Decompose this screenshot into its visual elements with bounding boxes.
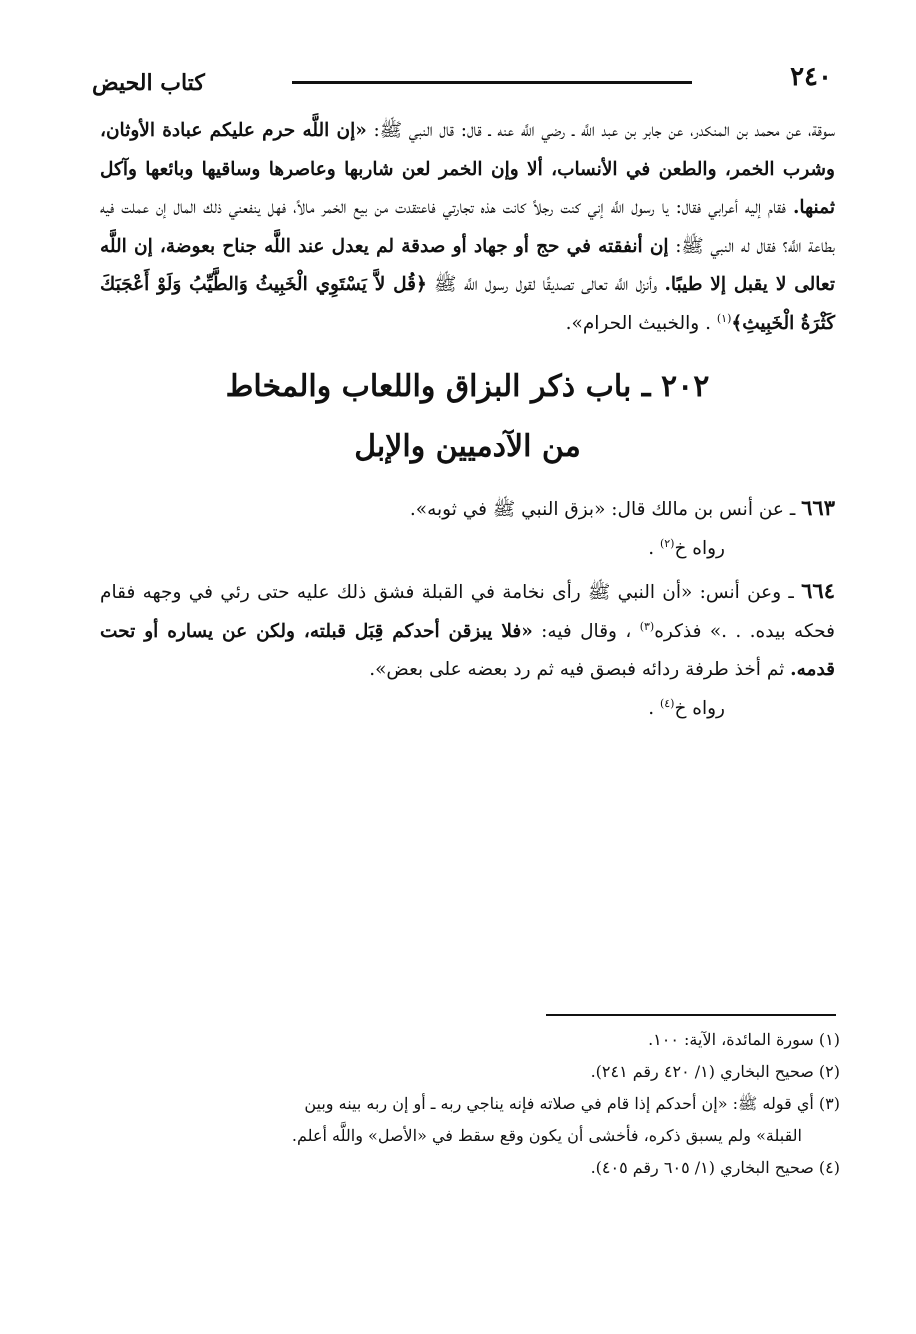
page-header <box>92 52 832 98</box>
hadith-source: رواه خ$^{(٤)}$ . <box>648 696 725 719</box>
hadith-number: ٦٦٤ <box>801 578 835 603</box>
footnote-4: (٤) صحيح البخاري (١/ ٦٠٥ رقم ٤٠٥). <box>590 1158 840 1177</box>
hadith-664: ٦٦٤ ـ وعن أنس: «أن النبي ﷺ رأى نخامة في القبلة فشق ذلك عليه حتى رئي في وجهه فقام فحكه بيده. . .» فذكره$^{(٣)}$ ، وقال فيه: «فلا يبزقن أحدكم قِبَل قبلته، ولكن عن يساره أو تحت قدمه. ثم أخذ طرفة ردائه فبصق فيه ثم رد بعضه على بعض». رواه خ$^{(٤)}$ . <box>100 572 835 728</box>
footnote-3: (٣) أي قوله ﷺ: «إن أحدكم إذا قام في صلاته فإنه يناجي ربه ـ أو إن ربه بينه وبين <box>304 1094 840 1113</box>
chapter-title <box>100 357 835 477</box>
footnote-3-continued: القبلة» ولم يسبق ذكره، فأخشى أن يكون وقع سقط في «الأصل» واللَّه أعلم. <box>291 1126 802 1145</box>
footnote-ref-4[interactable]: (٤) <box>659 696 675 710</box>
hadith-continuation-paragraph: سوقة، عن محمد بن المنكدر، عن جابر بن عبد اللَّه ـ رضي اللَّه عنه ـ قال: قال النبي ﷺ: «إن اللَّه حرم عليكم عبادة الأوثان، وشرب الخمر، والطعن في الأنساب، ألا وإن الخمر لعن شاربها وعاصرها وساقيها وبائعها وآكل ثمنها. فقام إليه أعرابي فقال: يا رسول اللَّه إني كنت رجلاً كانت هذه تجارتي فاعتقدت من بيع الخمر مالاً، فهل ينفعني ذلك المال إن عملت فيه بطاعة اللَّه؟ فقال له النبي ﷺ: إن أنفقته في حج أو جهاد أو صدقة لم يعدل عند اللَّه جناح بعوضة، إن اللَّه تعالى لا يقبل إلا طيبًا. وأنزل اللَّه تعالى تصديقًا لقول رسول اللَّه ﷺ ﴿قُل لاَّ يَسْتَوِي الْخَبِيثُ وَالطَّيِّبُ وَلَوْ أَعْجَبَكَ كَثْرَةُ الْخَبِيثِ﴾$^{(١)}$ . والخبيث الحرام». <box>100 120 836 334</box>
page-number: ٢٤٠ <box>790 62 832 92</box>
footnote-2: (٢) صحيح البخاري (١/ ٤٢٠ رقم ٢٤١). <box>590 1062 840 1081</box>
footnote-ref-2[interactable]: (٢) <box>659 536 675 550</box>
footnote-separator <box>546 1014 836 1016</box>
header-rule <box>292 81 692 84</box>
chapter-title-line-1: ٢٠٢ ـ باب ذكر البزاق واللعاب والمخاط <box>225 369 710 404</box>
footnote-ref-3[interactable]: (٣) <box>639 619 655 633</box>
chapter-title-line-2: من الآدميين والإبل <box>354 429 581 464</box>
hadith-663 <box>100 489 835 568</box>
quran-verse: ﴿قُل لاَّ يَسْتَوِي الْخَبِيثُ وَالطَّيِّبُ وَلَوْ أَعْجَبَكَ كَثْرَةُ الْخَبِيثِ﴾ <box>100 274 835 334</box>
footnote-1: (١) سورة المائدة، الآية: ١٠٠. <box>648 1030 840 1049</box>
main-content <box>100 112 835 728</box>
hadith-number: ٦٦٣ <box>801 495 835 520</box>
hadith-source: رواه خ$^{(٢)}$ . <box>648 536 725 559</box>
running-title: كتاب الحيض <box>92 70 205 96</box>
footnote-ref-1[interactable]: (١) <box>716 311 732 325</box>
footnotes <box>100 1024 840 1184</box>
hadith-text: ـ عن أنس بن مالك قال: «بزق النبي ﷺ في ثوبه». <box>409 499 802 520</box>
